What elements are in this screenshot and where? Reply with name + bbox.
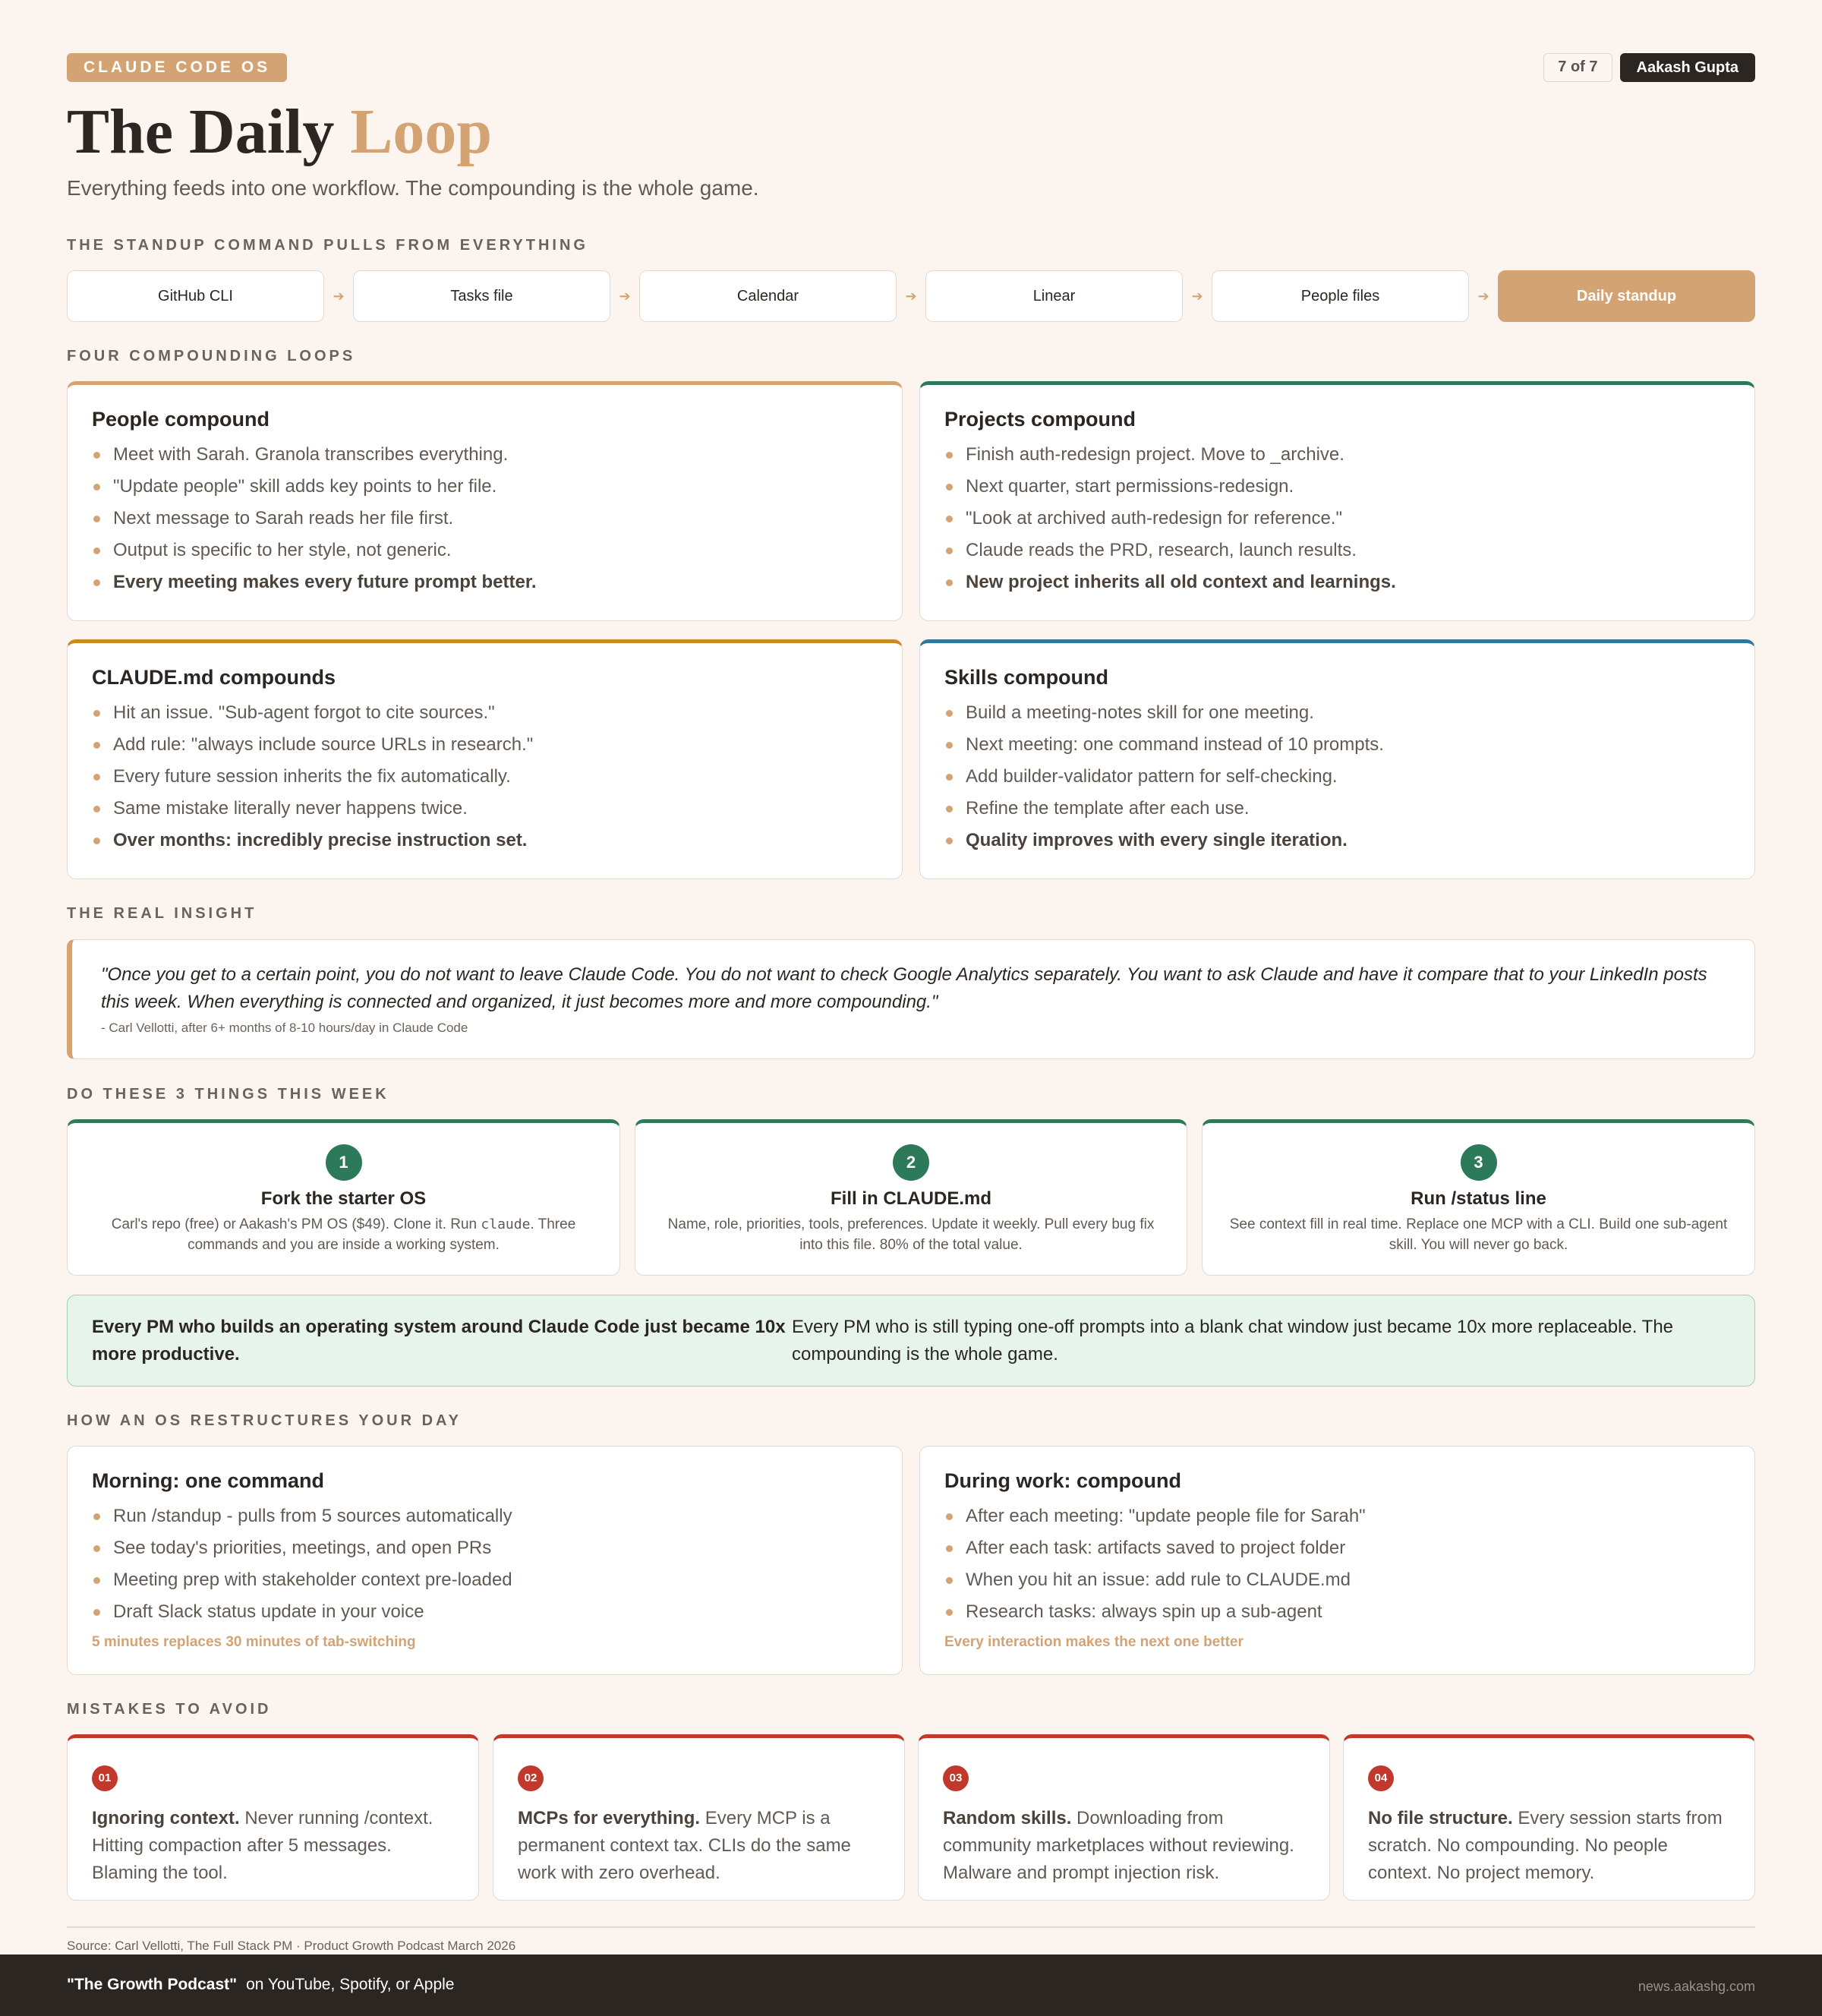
step-desc-part: . Three commands and you are inside a working system. xyxy=(188,1216,576,1253)
card-title: Skills compound xyxy=(944,666,1109,689)
list-item: Add builder-validator pattern for self-checking. xyxy=(944,761,1730,793)
list-item: After each task: artifacts saved to project folder xyxy=(944,1532,1730,1564)
insight-quote-card xyxy=(67,939,1755,1059)
list-item: Research tasks: always spin up a sub-agent xyxy=(944,1596,1730,1628)
list-item: Next message to Sarah reads her file first. xyxy=(92,503,878,535)
mistake-text xyxy=(943,1805,1305,1887)
step-title: Fill in CLAUDE.md xyxy=(831,1188,991,1209)
footer-bar xyxy=(0,1954,1822,2016)
mistake-body: Every session starts from scratch. No compounding. No people context. No project memory. xyxy=(1368,1808,1723,1883)
step-card-3 xyxy=(1202,1119,1755,1276)
mistake-title: Ignoring context. xyxy=(92,1808,240,1828)
list-item: Next quarter, start permissions-redesign. xyxy=(944,471,1730,503)
list-item: "Update people" skill adds key points to her file. xyxy=(92,471,878,503)
section-label-insight: THE REAL INSIGHT xyxy=(67,905,257,922)
podcast-platforms: on YouTube, Spotify, or Apple xyxy=(246,1976,455,1993)
loop-card-claudemd xyxy=(67,639,903,879)
step-description xyxy=(68,1214,619,1255)
mistake-number: 01 xyxy=(92,1765,118,1791)
flow-source-linear: Linear xyxy=(925,270,1183,322)
section-label-day: HOW AN OS RESTRUCTURES YOUR DAY xyxy=(67,1412,462,1429)
mistake-body: Never running /context. Hitting compaction after 5 messages. Blaming the tool. xyxy=(92,1808,433,1883)
step-number: 2 xyxy=(893,1144,929,1181)
list-item: Build a meeting-notes skill for one meeting. xyxy=(944,697,1730,729)
mistake-text xyxy=(518,1805,880,1887)
list-item: New project inherits all old context and learnings. xyxy=(944,566,1730,598)
arrow-right-icon: ➔ xyxy=(333,288,345,304)
loop-card-people xyxy=(67,381,903,621)
arrow-right-icon: ➔ xyxy=(619,288,631,304)
code-snippet: claude xyxy=(481,1216,531,1232)
list-item: Meeting prep with stakeholder context pre-loaded xyxy=(92,1564,878,1596)
card-title: Projects compound xyxy=(944,408,1136,431)
callout-right-text: Every PM who is still typing one-off prompts into a blank chat window just became 10x more replaceable. The compounding is the whole game. xyxy=(792,1317,1674,1365)
step-card-1 xyxy=(67,1119,620,1276)
section-label-mistakes: MISTAKES TO AVOID xyxy=(67,1701,272,1718)
list-item: When you hit an issue: add rule to CLAUDE.md xyxy=(944,1564,1730,1596)
card-note: Every interaction makes the next one better xyxy=(944,1634,1244,1650)
list-item: Add rule: "always include source URLs in research." xyxy=(92,729,878,761)
bullet-list xyxy=(92,1500,878,1628)
card-title: CLAUDE.md compounds xyxy=(92,666,336,689)
mistake-text xyxy=(1368,1805,1730,1887)
list-item: Over months: incredibly precise instruction set. xyxy=(92,825,878,857)
loop-card-skills xyxy=(919,639,1755,879)
arrow-right-icon: ➔ xyxy=(1477,288,1489,304)
list-item: Run /standup - pulls from 5 sources automatically xyxy=(92,1500,878,1532)
list-item: See today's priorities, meetings, and open PRs xyxy=(92,1532,878,1564)
day-card-morning xyxy=(67,1446,903,1675)
step-description: Name, role, priorities, tools, preferences. Update it weekly. Pull every bug fix into this file. 80% of the total value. xyxy=(667,1216,1155,1253)
mistake-title: Random skills. xyxy=(943,1808,1072,1828)
header-meta xyxy=(1543,53,1755,82)
flow-source-people: People files xyxy=(1212,270,1469,322)
list-item: Quality improves with every single iteration. xyxy=(944,825,1730,857)
mistake-card-1 xyxy=(67,1734,479,1901)
step-number: 3 xyxy=(1461,1144,1497,1181)
mistake-title: MCPs for everything. xyxy=(518,1808,701,1828)
podcast-promo xyxy=(67,1976,454,1994)
bullet-list xyxy=(92,439,878,598)
bullet-list xyxy=(944,439,1730,598)
bullet-list xyxy=(944,697,1730,857)
card-title: During work: compound xyxy=(944,1469,1181,1492)
card-title: People compound xyxy=(92,408,270,431)
footer-divider xyxy=(67,1926,1755,1928)
productivity-callout xyxy=(67,1295,1755,1387)
list-item: Every future session inherits the fix automatically. xyxy=(92,761,878,793)
list-item: "Look at archived auth-redesign for reference." xyxy=(944,503,1730,535)
mistake-number: 03 xyxy=(943,1765,969,1791)
list-item: Claude reads the PRD, research, launch results. xyxy=(944,535,1730,566)
mistake-text xyxy=(92,1805,454,1887)
mistake-body: Downloading from community marketplaces without reviewing. Malware and prompt injection risk. xyxy=(943,1808,1294,1883)
step-card-2 xyxy=(635,1119,1187,1276)
list-item: Output is specific to her style, not generic. xyxy=(92,535,878,566)
mistake-card-2 xyxy=(493,1734,905,1901)
section-label-standup: THE STANDUP COMMAND PULLS FROM EVERYTHING xyxy=(67,237,588,254)
mistake-number: 04 xyxy=(1368,1765,1394,1791)
arrow-right-icon: ➔ xyxy=(1191,288,1203,304)
bullet-list xyxy=(944,1500,1730,1628)
section-label-steps: DO THESE 3 THINGS THIS WEEK xyxy=(67,1086,389,1103)
list-item: After each meeting: "update people file for Sarah" xyxy=(944,1500,1730,1532)
callout-left-text: Every PM who builds an operating system around Claude Code just became 10x more productive. xyxy=(92,1317,786,1365)
mistake-number: 02 xyxy=(518,1765,544,1791)
flow-source-github: GitHub CLI xyxy=(67,270,324,322)
card-note: 5 minutes replaces 30 minutes of tab-switching xyxy=(92,1634,416,1650)
header-row xyxy=(67,53,1755,82)
step-title: Fork the starter OS xyxy=(260,1188,427,1209)
author-badge: Aakash Gupta xyxy=(1620,53,1755,82)
list-item: Refine the template after each use. xyxy=(944,793,1730,825)
site-link[interactable]: news.aakashg.com xyxy=(1638,1979,1755,1994)
list-item: Every meeting makes every future prompt better. xyxy=(92,566,878,598)
mistake-card-3 xyxy=(918,1734,1330,1901)
standup-flow xyxy=(67,270,1755,322)
bullet-list xyxy=(92,697,878,857)
list-item: Hit an issue. "Sub-agent forgot to cite sources." xyxy=(92,697,878,729)
list-item: Meet with Sarah. Granola transcribes everything. xyxy=(92,439,878,471)
list-item: Next meeting: one command instead of 10 prompts. xyxy=(944,729,1730,761)
mistake-title: No file structure. xyxy=(1368,1808,1513,1828)
flow-source-calendar: Calendar xyxy=(639,270,897,322)
section-label-loops: FOUR COMPOUNDING LOOPS xyxy=(67,348,356,364)
insight-attribution: - Carl Vellotti, after 6+ months of 8-10 hours/day in Claude Code xyxy=(101,1021,468,1035)
day-card-during-work xyxy=(919,1446,1755,1675)
title-main: The Daily xyxy=(67,96,335,167)
mistake-card-4 xyxy=(1343,1734,1755,1901)
list-item: Finish auth-redesign project. Move to _archive. xyxy=(944,439,1730,471)
page-subtitle: Everything feeds into one workflow. The compounding is the whole game. xyxy=(67,176,759,200)
list-item: Draft Slack status update in your voice xyxy=(92,1596,878,1628)
loop-card-projects xyxy=(919,381,1755,621)
mistake-body: Every MCP is a permanent context tax. CLIs do the same work with zero overhead. xyxy=(518,1808,851,1883)
brand-badge: CLAUDE CODE OS xyxy=(67,53,287,82)
source-note: Source: Carl Vellotti, The Full Stack PM · Product Growth Podcast March 2026 xyxy=(67,1939,516,1953)
step-desc-part: Carl's repo (free) or Aakash's PM OS ($49). Clone it. Run xyxy=(111,1216,481,1232)
flow-result-standup: Daily standup xyxy=(1498,270,1755,322)
title-accent: Loop xyxy=(350,96,493,167)
page-count-badge: 7 of 7 xyxy=(1543,53,1612,82)
page-title xyxy=(67,96,492,169)
card-title: Morning: one command xyxy=(92,1469,324,1492)
flow-source-tasks: Tasks file xyxy=(353,270,610,322)
podcast-name: "The Growth Podcast" xyxy=(67,1976,238,1993)
step-description: See context fill in real time. Replace one MCP with a CLI. Build one sub-agent skill. You will never go back. xyxy=(1229,1216,1728,1253)
step-title: Run /status line xyxy=(1411,1188,1546,1209)
step-number: 1 xyxy=(326,1144,362,1181)
arrow-right-icon: ➔ xyxy=(905,288,917,304)
insight-quote: "Once you get to a certain point, you do not want to leave Claude Code. You do not want to check Google Analytics separately. You want to ask Claude and have it compare that to your LinkedIn posts this week. When everything is connected and organized, it just becomes more and more compounding." xyxy=(101,964,1707,1012)
list-item: Same mistake literally never happens twice. xyxy=(92,793,878,825)
